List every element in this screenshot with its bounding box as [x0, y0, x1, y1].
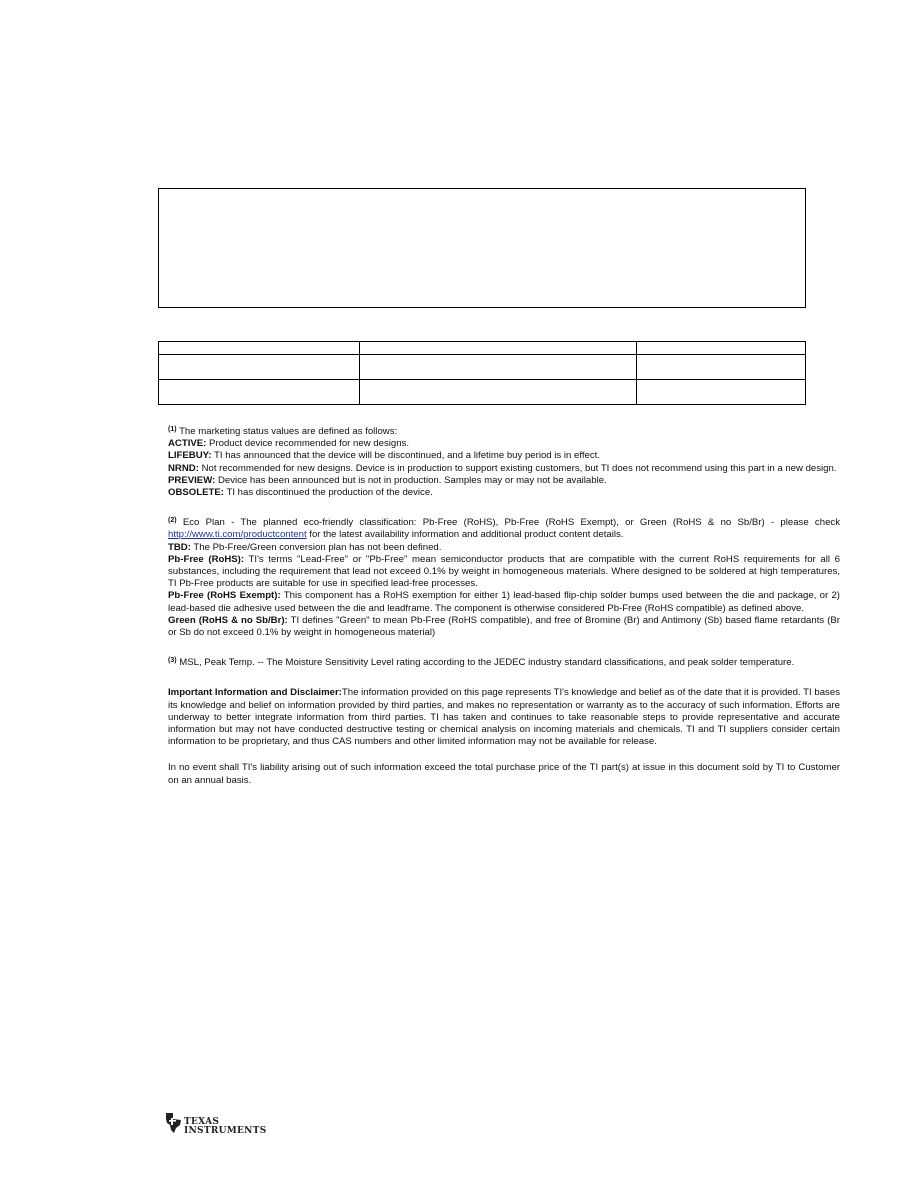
table-cell: [637, 380, 806, 405]
liability: In no event shall TI's liability arising out of such information exceed the total purchase price of the TI part(s) at issue in this document sold by TI to Customer on an annual basis.: [168, 762, 840, 786]
table-header-row: [159, 342, 806, 355]
note2-pb-free-exempt: Pb-Free (RoHS Exempt): This component has a RoHS exemption for either 1) lead-based flip-chip solder bumps used between the die and package, or 2) lead-based die adhesive used between the die and leadframe. The component is otherwise considered Pb-Free (RoHS compatible) as defined above.: [168, 590, 841, 614]
table-cell: [359, 380, 637, 405]
note1-preview: PREVIEW: Device has been announced but is not in production. Samples may or may not be available.: [168, 474, 607, 486]
note1-obsolete: OBSOLETE: TI has discontinued the production of the device.: [168, 487, 433, 499]
table-header-cell: [159, 342, 360, 355]
logo-line1: TEXAS: [184, 1117, 220, 1127]
note1-lifebuy: LIFEBUY: TI has announced that the device will be discontinued, and a lifetime buy period is in effect.: [168, 450, 600, 462]
table-cell: [159, 380, 360, 405]
note2-intro: $^{(2)}$ Eco Plan - The planned eco-friendly classification: Pb-Free (RoHS), Pb-Free (RoHS Exempt), or Green (RoHS & no Sb/Br) - please check http://www.ti.com/productcontent for the latest availability information and additional product content details.: [168, 517, 840, 541]
table-row: [159, 380, 806, 405]
texas-state-icon: [164, 1112, 182, 1134]
disclaimer: Important Information and Disclaimer:The information provided on this page represents TI's knowledge and belief as of the date that it is provided. TI bases its knowledge and belief on information provided by third parties, and makes no representation or warranty as to the accuracy of such information. Efforts are underway to better integrate information from third parties. TI has taken and continues to take reasonable steps to provide representative and accurate information but may not have conducted destructive testing or chemical analysis on incoming materials and chemicals. TI and TI suppliers consider certain information to be proprietary, and thus CAS numbers and other limited information may not be available for release.: [168, 687, 840, 748]
footnote-marker: (3): [168, 657, 177, 665]
table-header-cell: [637, 342, 806, 355]
note1-nrnd: NRND: Not recommended for new designs. Device is in production to support existing customers, but TI does not recommend using this part in a new design.: [168, 462, 837, 474]
table-header-cell: [359, 342, 637, 355]
note2-pb-free: Pb-Free (RoHS): TI's terms "Lead-Free" or "Pb-Free" mean semiconductor products that are compatible with the current RoHS requirements for all 6 substances, including the requirement that lead not exceed 0.1% by weight in homogeneous materials. Where designed to be soldered at high temperatures, TI Pb-Free products are suitable for use in specified lead-free processes.: [168, 553, 840, 590]
texas-instruments-logo: [164, 1112, 267, 1142]
note2-tbd: TBD: The Pb-Free/Green conversion plan has not been defined.: [168, 541, 442, 553]
footnotes: [168, 426, 840, 787]
empty-table: [158, 341, 806, 405]
note1-intro: $^{(1)}$ The marketing status values are defined as follows:: [168, 426, 398, 437]
note2-green: Green (RoHS & no Sb/Br): TI defines "Green" to mean Pb-Free (RoHS compatible), and free of Bromine (Br) and Antimony (Sb) based flame retardants (Br or Sb do not exceed 0.1% by weight in homogeneous material): [168, 614, 840, 639]
note1-active: ACTIVE: Product device recommended for new designs.: [168, 438, 410, 450]
note3: $^{(3)}$ MSL, Peak Temp. -- The Moisture Sensitivity Level rating according to the JEDEC industry standard classifications, and peak solder temperature.: [168, 657, 795, 669]
empty-frame: [158, 188, 806, 308]
table-cell: [159, 355, 360, 380]
table-cell: [637, 355, 806, 380]
logo-line2: INSTRUMENTS: [184, 1126, 267, 1136]
table-cell: [359, 355, 637, 380]
product-content-link[interactable]: http://www.ti.com/productcontent: [168, 529, 307, 541]
footnote-marker: (1): [168, 426, 177, 433]
table-row: [159, 355, 806, 380]
footnote-marker: (2): [168, 517, 177, 525]
